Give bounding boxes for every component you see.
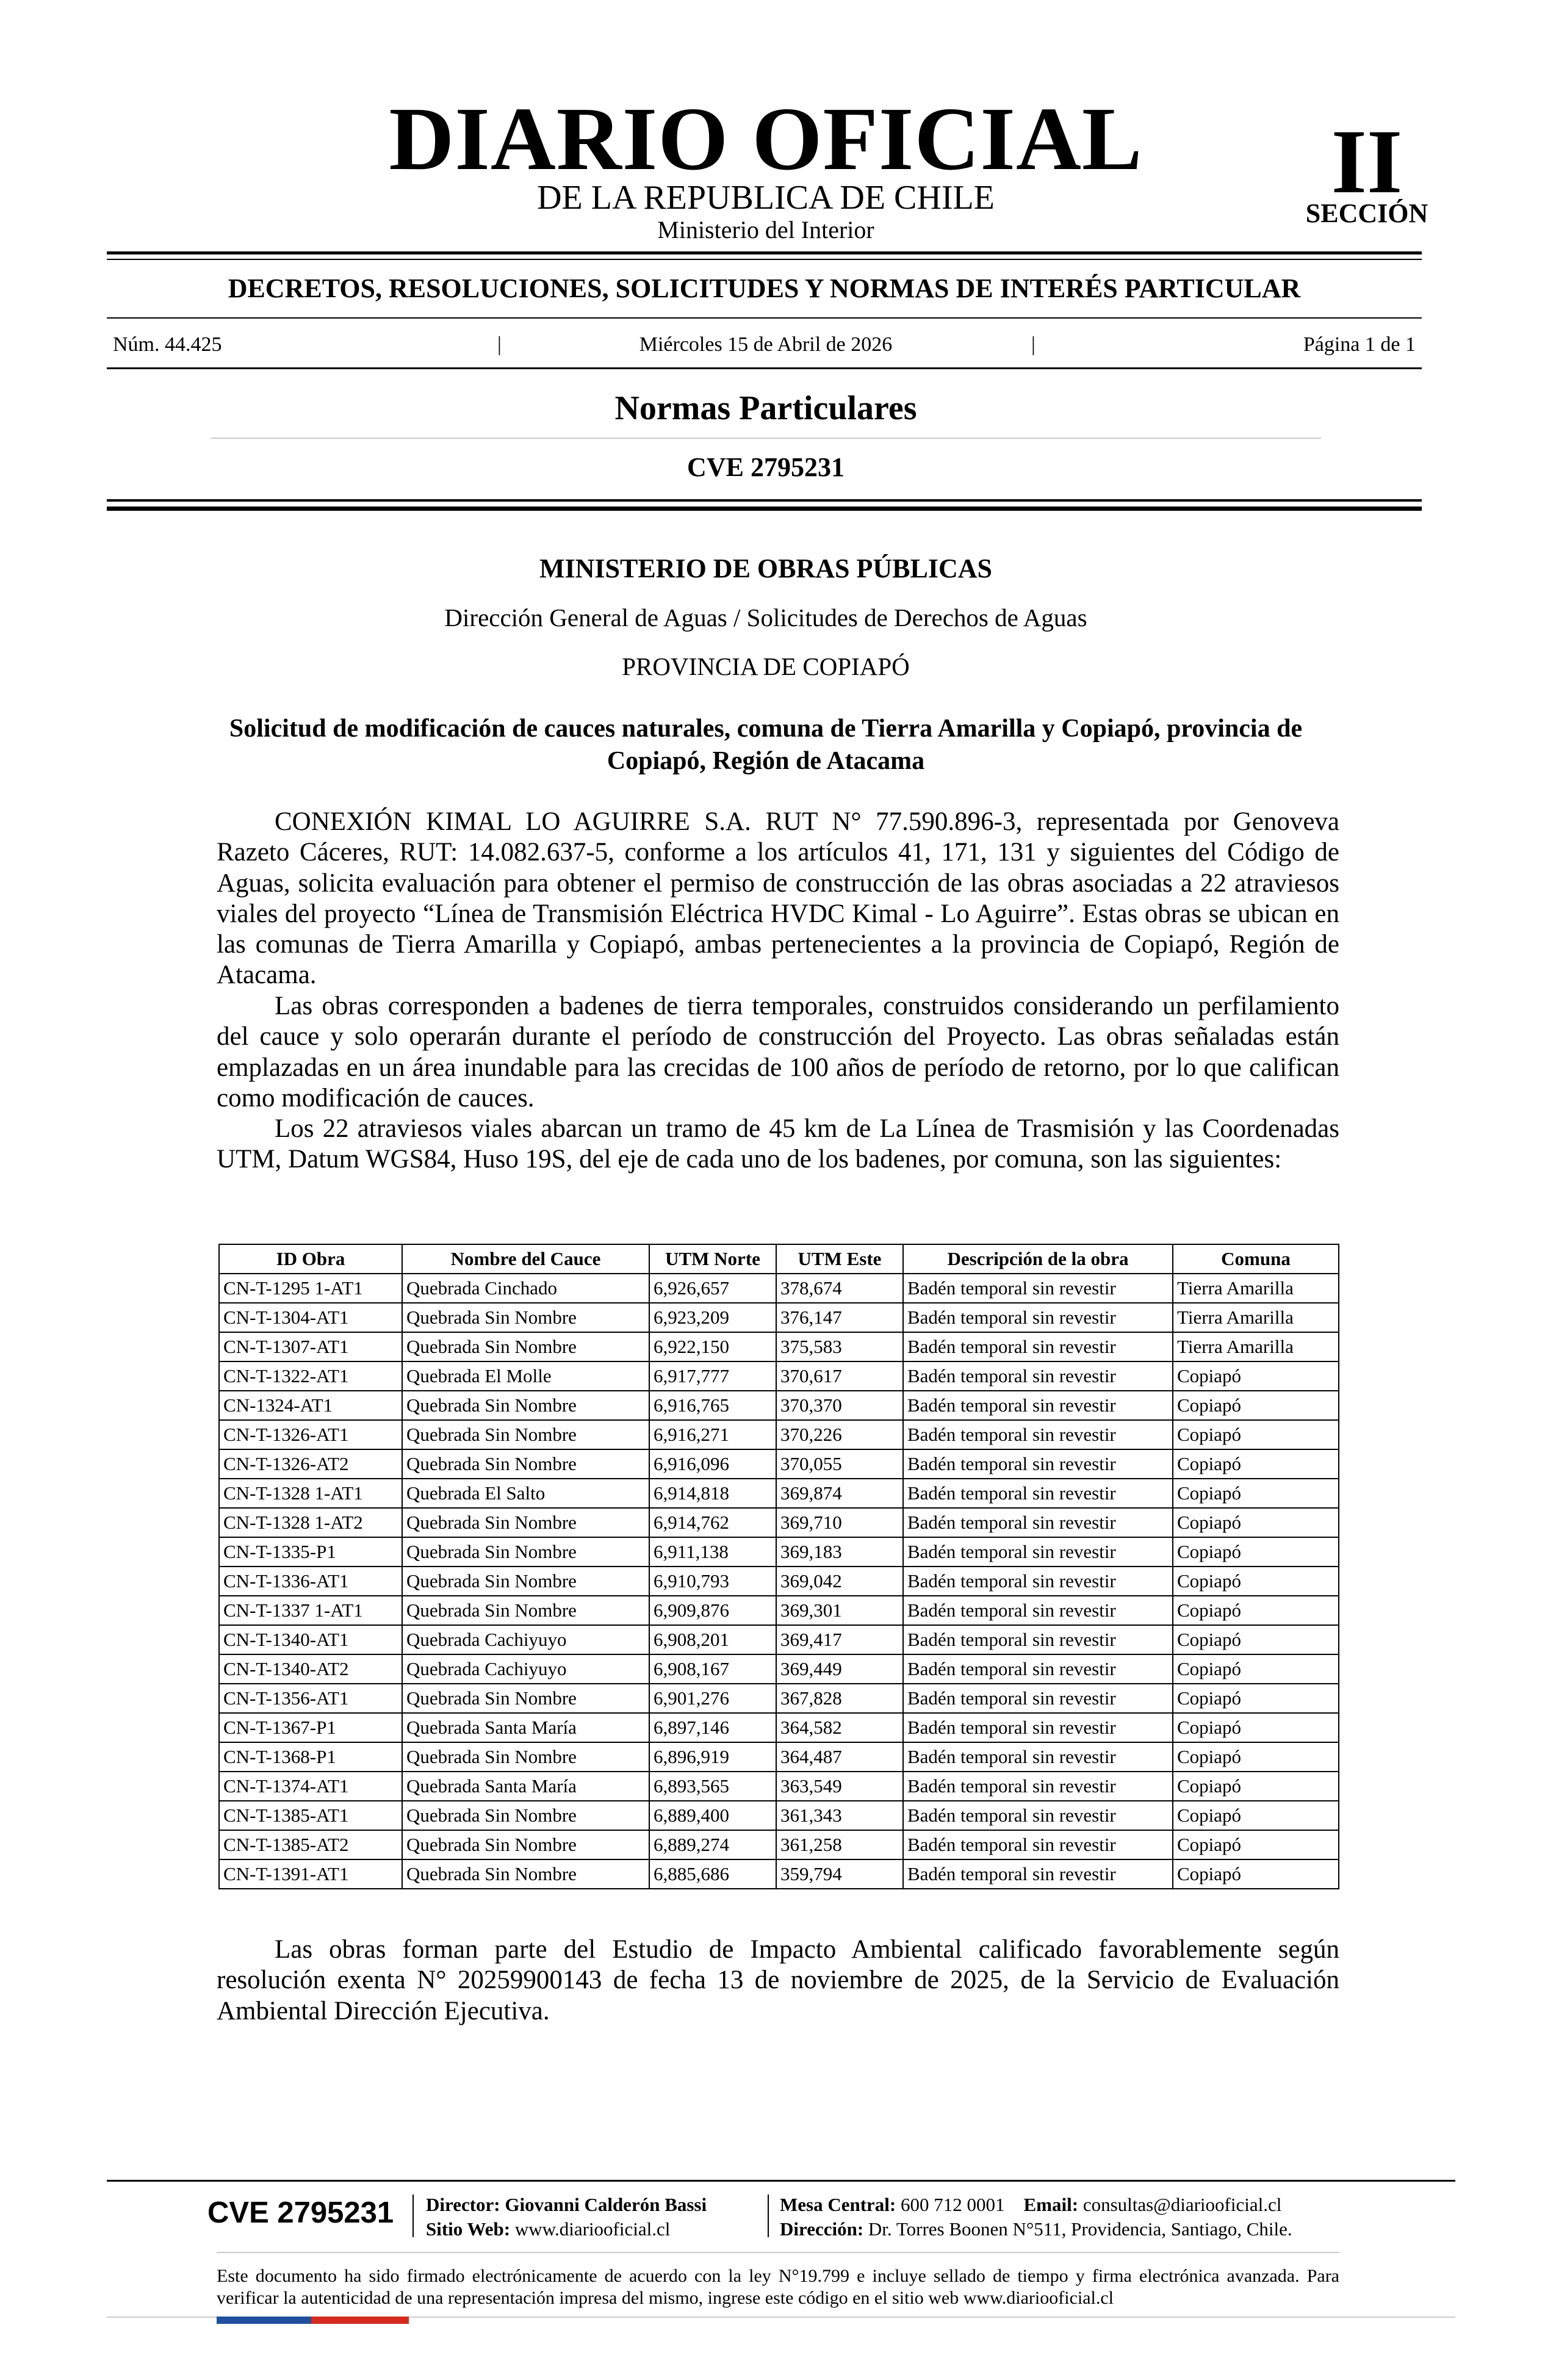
page-indicator: Página 1 de 1 <box>1303 333 1416 356</box>
table-cell: 369,874 <box>776 1479 903 1508</box>
paragraph-text: Los 22 atraviesos viales abarcan un tramo de 45 km de La Línea de Trasmisión y las Coordenadas UTM, Datum WGS84, Huso 19S, del eje de cada uno de los badenes, por comuna, son las siguientes: <box>217 1114 1339 1174</box>
table-cell: CN-T-1337 1-AT1 <box>219 1596 402 1625</box>
paragraph <box>217 1935 1339 2027</box>
table-cell: Badén temporal sin revestir <box>903 1420 1173 1449</box>
meta-rule <box>107 367 1422 369</box>
table-cell: Copiapó <box>1173 1742 1339 1772</box>
table-row <box>219 1713 1339 1742</box>
table-cell: Badén temporal sin revestir <box>903 1742 1173 1772</box>
table-cell: CN-T-1356-AT1 <box>219 1684 402 1713</box>
table-row <box>219 1684 1339 1713</box>
email-link[interactable]: consultas@diariooficial.cl <box>1082 2194 1282 2215</box>
table-cell: 370,370 <box>776 1391 903 1420</box>
table-cell: Quebrada Sin Nombre <box>402 1859 649 1889</box>
table-cell: CN-T-1295 1-AT1 <box>219 1274 402 1303</box>
phone-number: 600 712 0001 <box>901 2194 1005 2215</box>
table-row <box>219 1274 1339 1303</box>
paragraph <box>217 807 1339 991</box>
table-cell: 6,889,400 <box>649 1801 776 1830</box>
table-cell: 369,183 <box>776 1537 903 1567</box>
table-cell: Quebrada Sin Nombre <box>402 1830 649 1859</box>
table-cell: Quebrada Sin Nombre <box>402 1684 649 1713</box>
table-cell: 6,923,209 <box>649 1303 776 1332</box>
table-cell: Badén temporal sin revestir <box>903 1361 1173 1391</box>
table-cell: Copiapó <box>1173 1479 1339 1508</box>
table-cell: Quebrada El Salto <box>402 1479 649 1508</box>
section-heading: Normas Particulares <box>614 389 917 427</box>
table-cell: Copiapó <box>1173 1713 1339 1742</box>
table-cell: CN-T-1340-AT2 <box>219 1654 402 1684</box>
table-cell: Badén temporal sin revestir <box>903 1596 1173 1625</box>
table-cell: Quebrada Sin Nombre <box>402 1508 649 1537</box>
issue-number: Núm. 44.425 <box>113 333 222 356</box>
table-cell: CN-T-1385-AT1 <box>219 1801 402 1830</box>
footer-rule-light <box>217 2252 1339 2253</box>
masthead-ministry: Ministerio del Interior <box>657 216 874 243</box>
table-cell: 363,549 <box>776 1772 903 1801</box>
table-cell: Copiapó <box>1173 1801 1339 1830</box>
table-cell: Tierra Amarilla <box>1173 1332 1339 1361</box>
table-cell: Quebrada Sin Nombre <box>402 1303 649 1332</box>
province-line: PROVINCIA DE COPIAPÓ <box>622 652 910 680</box>
table-cell: Badén temporal sin revestir <box>903 1274 1173 1303</box>
table-cell: Badén temporal sin revestir <box>903 1391 1173 1420</box>
table-body <box>219 1274 1339 1889</box>
table-cell: Badén temporal sin revestir <box>903 1567 1173 1596</box>
table-cell: 361,258 <box>776 1830 903 1859</box>
table-cell: Badén temporal sin revestir <box>903 1449 1173 1479</box>
request-title: Solicitud de modificación de cauces naturales, comuna de Tierra Amarilla y Copiapó, provincia de Copiapó, Región de Atacama <box>229 715 1303 775</box>
table-cell: Quebrada Sin Nombre <box>402 1596 649 1625</box>
cve-rule-top <box>107 499 1422 502</box>
header-band-title: DECRETOS, RESOLUCIONES, SOLICITUDES Y NORMAS DE INTERÉS PARTICULAR <box>228 273 1301 303</box>
table-cell: CN-T-1340-AT1 <box>219 1625 402 1654</box>
table-row <box>219 1596 1339 1625</box>
website-label: Sitio Web: <box>426 2218 511 2240</box>
issue-date: Miércoles 15 de Abril de 2026 <box>639 333 893 356</box>
table-row <box>219 1625 1339 1654</box>
table-row <box>219 1654 1339 1684</box>
issue-separator: | <box>497 333 502 356</box>
masthead-title: DIARIO OFICIAL <box>389 89 1143 189</box>
table-cell: 367,828 <box>776 1684 903 1713</box>
masthead-subtitle: DE LA REPUBLICA DE CHILE <box>537 179 995 217</box>
footer-separator <box>768 2194 769 2237</box>
paragraph-text: Las obras corresponden a badenes de tierra temporales, construidos considerando un perfilamiento del cauce y solo operarán durante el período de construcción del Proyecto. Las obras señaladas están emplazadas en un área inundable para las crecidas de 100 años de período de retorno, por lo que califican como modificación de cauces. <box>217 992 1339 1112</box>
section-number: II <box>1331 111 1403 212</box>
column-header: Descripción de la obra <box>903 1244 1173 1274</box>
table-cell: 370,055 <box>776 1449 903 1479</box>
issue-separator: | <box>1031 333 1036 356</box>
table-cell: 369,417 <box>776 1625 903 1654</box>
table-cell: Quebrada Sin Nombre <box>402 1801 649 1830</box>
table-cell: 369,710 <box>776 1508 903 1537</box>
phone-label: Mesa Central: <box>780 2194 896 2215</box>
footer-website <box>426 2218 670 2241</box>
table-cell: Badén temporal sin revestir <box>903 1479 1173 1508</box>
table-cell: Copiapó <box>1173 1537 1339 1567</box>
footer-contact <box>780 2193 1281 2216</box>
directorate-line: Dirección General de Aguas / Solicitudes de Derechos de Aguas <box>444 604 1087 632</box>
table-cell: 6,889,274 <box>649 1830 776 1859</box>
table-cell: CN-T-1336-AT1 <box>219 1567 402 1596</box>
column-header: UTM Norte <box>649 1244 776 1274</box>
table-cell: Badén temporal sin revestir <box>903 1713 1173 1742</box>
table-cell: 376,147 <box>776 1303 903 1332</box>
table-cell: Badén temporal sin revestir <box>903 1830 1173 1859</box>
table-row <box>219 1567 1339 1596</box>
table-cell: CN-T-1326-AT2 <box>219 1449 402 1479</box>
table-cell: CN-T-1335-P1 <box>219 1537 402 1567</box>
table-cell: Badén temporal sin revestir <box>903 1684 1173 1713</box>
table-cell: 6,908,201 <box>649 1625 776 1654</box>
table-cell: 6,917,777 <box>649 1361 776 1391</box>
table-cell: Quebrada El Molle <box>402 1361 649 1391</box>
table-cell: Copiapó <box>1173 1420 1339 1449</box>
table-cell: Copiapó <box>1173 1596 1339 1625</box>
table-cell: Copiapó <box>1173 1684 1339 1713</box>
table-cell: 364,487 <box>776 1742 903 1772</box>
footer-address <box>780 2218 1292 2241</box>
table-cell: 6,909,876 <box>649 1596 776 1625</box>
table-cell: Badén temporal sin revestir <box>903 1654 1173 1684</box>
paragraph-text: CONEXIÓN KIMAL LO AGUIRRE S.A. RUT N° 77.590.896-3, representada por Genoveva Razeto Cáceres, RUT: 14.082.637-5, conforme a los artículos 41, 171, 131 y siguientes del Código de Aguas, solicita evaluación para obtener el permiso de construcción de las obras asociadas a 22 atraviesos viales del proyecto “Línea de Transmisión Eléctrica HVDC Kimal - Lo Aguirre”. Estas obras se ubican en las comunas de Tierra Amarilla y Copiapó, ambas pertenecientes a la provincia de Copiapó, Región de Atacama. <box>217 807 1339 990</box>
table-cell: Quebrada Sin Nombre <box>402 1742 649 1772</box>
table-cell: Copiapó <box>1173 1625 1339 1654</box>
table-cell: Quebrada Sin Nombre <box>402 1332 649 1361</box>
column-header: Comuna <box>1173 1244 1339 1274</box>
flag-bar-blue <box>217 2317 311 2324</box>
footer-director <box>426 2193 707 2216</box>
table-cell: CN-T-1307-AT1 <box>219 1332 402 1361</box>
table-row <box>219 1537 1339 1567</box>
address-text: Dr. Torres Boonen N°511, Providencia, Santiago, Chile. <box>868 2218 1292 2240</box>
ministry-heading: MINISTERIO DE OBRAS PÚBLICAS <box>539 554 993 583</box>
table-cell: CN-T-1328 1-AT2 <box>219 1508 402 1537</box>
table-cell: Badén temporal sin revestir <box>903 1508 1173 1537</box>
column-header: ID Obra <box>219 1244 402 1274</box>
table-cell: CN-T-1326-AT1 <box>219 1420 402 1449</box>
table-cell: Tierra Amarilla <box>1173 1274 1339 1303</box>
table-cell: Copiapó <box>1173 1391 1339 1420</box>
table-cell: Quebrada Sin Nombre <box>402 1537 649 1567</box>
table-cell: Badén temporal sin revestir <box>903 1332 1173 1361</box>
footer-cve: CVE 2795231 <box>207 2196 394 2229</box>
table-cell: Quebrada Cachiyuyo <box>402 1654 649 1684</box>
table-cell: CN-T-1304-AT1 <box>219 1303 402 1332</box>
table-cell: CN-T-1374-AT1 <box>219 1772 402 1801</box>
table-cell: 364,582 <box>776 1713 903 1742</box>
table-cell: Badén temporal sin revestir <box>903 1625 1173 1654</box>
address-label: Dirección: <box>780 2218 864 2240</box>
table-cell: 6,916,765 <box>649 1391 776 1420</box>
table-cell: Copiapó <box>1173 1449 1339 1479</box>
table-cell: 370,226 <box>776 1420 903 1449</box>
table-cell: Quebrada Sin Nombre <box>402 1420 649 1449</box>
table-cell: Quebrada Sin Nombre <box>402 1449 649 1479</box>
table-cell: 6,897,146 <box>649 1713 776 1742</box>
table-cell: Quebrada Cinchado <box>402 1274 649 1303</box>
table-row <box>219 1361 1339 1391</box>
table-row <box>219 1859 1339 1889</box>
table-cell: CN-T-1322-AT1 <box>219 1361 402 1391</box>
table-cell: Copiapó <box>1173 1772 1339 1801</box>
table-cell: Copiapó <box>1173 1508 1339 1537</box>
cve-rule-bottom <box>107 507 1422 511</box>
paragraph <box>217 991 1339 1114</box>
table-cell: 6,911,138 <box>649 1537 776 1567</box>
table-cell: Quebrada Sin Nombre <box>402 1567 649 1596</box>
table-cell: 375,583 <box>776 1332 903 1361</box>
table-row <box>219 1772 1339 1801</box>
column-header: Nombre del Cauce <box>402 1244 649 1274</box>
flag-bar-red <box>311 2317 409 2324</box>
director-label: Director: <box>426 2194 500 2215</box>
table-cell: Copiapó <box>1173 1654 1339 1684</box>
table-cell: 6,922,150 <box>649 1332 776 1361</box>
table-cell: 6,926,657 <box>649 1274 776 1303</box>
director-name: Giovanni Calderón Bassi <box>505 2194 707 2215</box>
table-cell: CN-1324-AT1 <box>219 1391 402 1420</box>
table-cell: Quebrada Sin Nombre <box>402 1391 649 1420</box>
website-link[interactable]: www.diariooficial.cl <box>514 2218 671 2240</box>
table-cell: Copiapó <box>1173 1567 1339 1596</box>
table-row <box>219 1801 1339 1830</box>
table-row <box>219 1508 1339 1537</box>
table-row <box>219 1479 1339 1508</box>
table-cell: 359,794 <box>776 1859 903 1889</box>
table-cell: Copiapó <box>1173 1830 1339 1859</box>
table-cell: Badén temporal sin revestir <box>903 1801 1173 1830</box>
table-cell: 369,449 <box>776 1654 903 1684</box>
table-cell: 370,617 <box>776 1361 903 1391</box>
table-cell: Tierra Amarilla <box>1173 1303 1339 1332</box>
table-cell: 6,896,919 <box>649 1742 776 1772</box>
header-rule-bottom <box>107 317 1422 319</box>
table-cell: Badén temporal sin revestir <box>903 1772 1173 1801</box>
table-cell: CN-T-1368-P1 <box>219 1742 402 1772</box>
table-cell: Badén temporal sin revestir <box>903 1303 1173 1332</box>
table-cell: 369,042 <box>776 1567 903 1596</box>
footer-note: Este documento ha sido firmado electrónicamente de acuerdo con la ley N°19.799 e incluye sellado de tiempo y firma electrónica avanzada. Para verificar la autenticidad de una representación impresa del mismo, ingrese este código en el sitio web www.diariooficial.cl <box>217 2266 1339 2308</box>
footer-rule-top <box>107 2180 1455 2182</box>
table-cell: 6,901,276 <box>649 1684 776 1713</box>
table-row <box>219 1332 1339 1361</box>
header-rule-top <box>107 251 1422 254</box>
table-cell: CN-T-1391-AT1 <box>219 1859 402 1889</box>
cve-code: CVE 2795231 <box>687 452 845 482</box>
table-cell: Badén temporal sin revestir <box>903 1537 1173 1567</box>
table-row <box>219 1420 1339 1449</box>
header-rule-top-thin <box>107 259 1422 260</box>
table-cell: Quebrada Santa María <box>402 1772 649 1801</box>
table-row <box>219 1303 1339 1332</box>
table-cell: CN-T-1367-P1 <box>219 1713 402 1742</box>
table-row <box>219 1449 1339 1479</box>
table-cell: 6,893,565 <box>649 1772 776 1801</box>
paragraph-text: Las obras forman parte del Estudio de Impacto Ambiental calificado favorablemente según resolución exenta N° 20259900143 de fecha 13 de noviembre de 2025, de la Servicio de Evaluación Ambiental Dirección Ejecutiva. <box>217 1935 1339 2025</box>
works-table <box>218 1244 1339 1889</box>
table-header-row <box>219 1244 1339 1274</box>
table-cell: 6,910,793 <box>649 1567 776 1596</box>
table-row <box>219 1830 1339 1859</box>
heading-divider <box>211 438 1321 439</box>
table-cell: CN-T-1328 1-AT1 <box>219 1479 402 1508</box>
table-cell: 6,916,271 <box>649 1420 776 1449</box>
column-header: UTM Este <box>776 1244 903 1274</box>
table-row <box>219 1391 1339 1420</box>
table-cell: Copiapó <box>1173 1361 1339 1391</box>
table-cell: CN-T-1385-AT2 <box>219 1830 402 1859</box>
section-label: SECCIÓN <box>1305 198 1428 228</box>
email-label: Email: <box>1023 2194 1079 2215</box>
table-cell: 6,885,686 <box>649 1859 776 1889</box>
table-cell: 369,301 <box>776 1596 903 1625</box>
table-cell: 6,914,762 <box>649 1508 776 1537</box>
table-cell: Copiapó <box>1173 1859 1339 1889</box>
table-cell: 6,908,167 <box>649 1654 776 1684</box>
paragraph <box>217 1114 1339 1175</box>
table-row <box>219 1742 1339 1772</box>
table-cell: Quebrada Cachiyuyo <box>402 1625 649 1654</box>
table-cell: 6,916,096 <box>649 1449 776 1479</box>
table-cell: 6,914,818 <box>649 1479 776 1508</box>
table-cell: 378,674 <box>776 1274 903 1303</box>
table-cell: Badén temporal sin revestir <box>903 1859 1173 1889</box>
table-cell: 361,343 <box>776 1801 903 1830</box>
footer-separator <box>412 2194 414 2237</box>
table-cell: Quebrada Santa María <box>402 1713 649 1742</box>
